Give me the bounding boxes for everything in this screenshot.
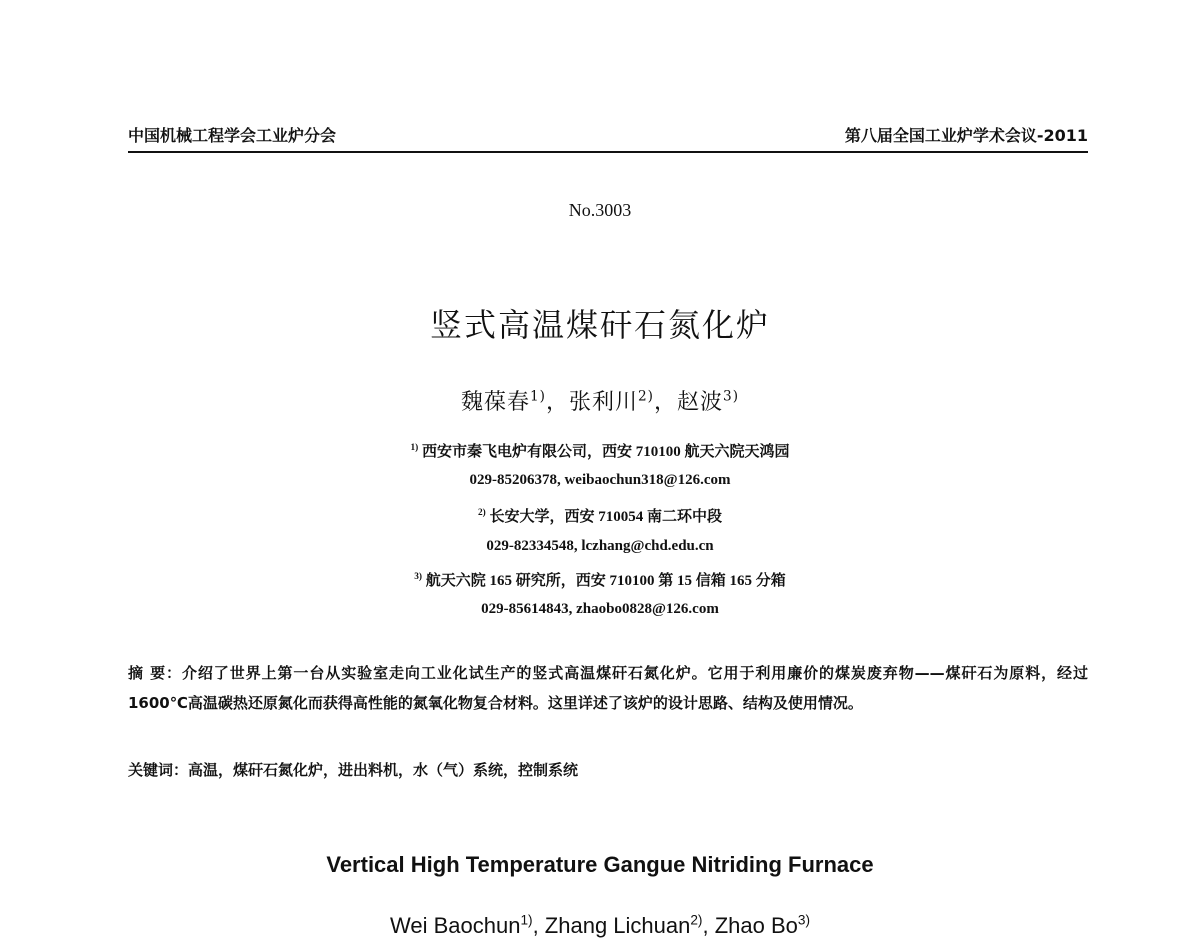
- affiliation-1-contact: 029-85206378, weibaochun318@126.com: [469, 472, 731, 488]
- author-name: Zhao Bo: [714, 913, 798, 938]
- header-rule: [128, 151, 1088, 153]
- affiliation-2-contact: 029-82334548, lczhang@chd.edu.cn: [486, 538, 714, 554]
- title-english: Vertical High Temperature Gangue Nitriding Furnace: [326, 852, 874, 877]
- author-name: 魏葆春: [460, 390, 530, 415]
- authors-chinese: [0, 385, 1200, 416]
- author-name: Wei Baochun: [389, 913, 521, 938]
- abstract: [128, 658, 1088, 718]
- author-separator: ,: [702, 913, 715, 938]
- author-name: 赵波: [677, 390, 724, 415]
- author-separator: ，: [654, 390, 678, 415]
- author-mark: 3): [723, 388, 740, 405]
- keywords-label: 关键词：: [128, 761, 189, 779]
- affiliation-mark: 3): [414, 572, 422, 582]
- affiliation-text: 西安市秦飞电炉有限公司，西安 710100 航天六院天鸿园: [421, 444, 790, 460]
- affiliation-mark: 1): [410, 443, 419, 453]
- affiliation-mark: 2): [477, 508, 486, 518]
- affiliation-text: 航天六院 165 研究所，西安 710100 第 15 信箱 165 分箱: [425, 573, 786, 589]
- keywords: [128, 755, 1088, 785]
- keywords-text: 高温，煤矸石氮化炉，进出料机，水（气）系统，控制系统: [188, 761, 579, 779]
- title-chinese: 竖式高温煤矸石氮化炉: [429, 306, 770, 344]
- affiliation-2: [0, 505, 1200, 526]
- affiliation-1: [0, 440, 1200, 461]
- author-separator: ,: [532, 913, 545, 938]
- running-header: [128, 120, 1088, 148]
- author-name: Zhang Lichuan: [544, 913, 691, 938]
- affiliation-3: [0, 569, 1200, 590]
- affiliation-text: 长安大学，西安 710054 南二环中段: [489, 509, 722, 525]
- header-conference: 第八届全国工业炉学术会议-2011: [844, 126, 1088, 145]
- affiliation-3-contact: 029-85614843, zhaobo0828@126.com: [481, 601, 719, 617]
- author-mark: 3): [797, 912, 811, 928]
- paper-number: No.3003: [568, 200, 632, 220]
- abstract-text: 介绍了世界上第一台从实验室走向工业化试生产的竖式高温煤矸石氮化炉。它用于利用廉价的煤炭废弃物——煤矸石为原料，经过 1600℃高温碳热还原氮化而获得高性能的氮氧化物复合材料。这里详述了该炉的设计思路、结构及使用情况。: [128, 664, 1088, 712]
- author-separator: ，: [545, 390, 569, 415]
- author-mark: 2): [690, 912, 703, 928]
- authors-english: [0, 913, 1200, 939]
- author-mark: 2): [638, 388, 654, 405]
- abstract-label: 摘 要：: [128, 664, 182, 682]
- author-name: 张利川: [569, 390, 639, 415]
- author-mark: 1): [520, 912, 533, 928]
- author-mark: 1): [530, 388, 546, 405]
- header-society: 中国机械工程学会工业炉分会: [128, 126, 337, 145]
